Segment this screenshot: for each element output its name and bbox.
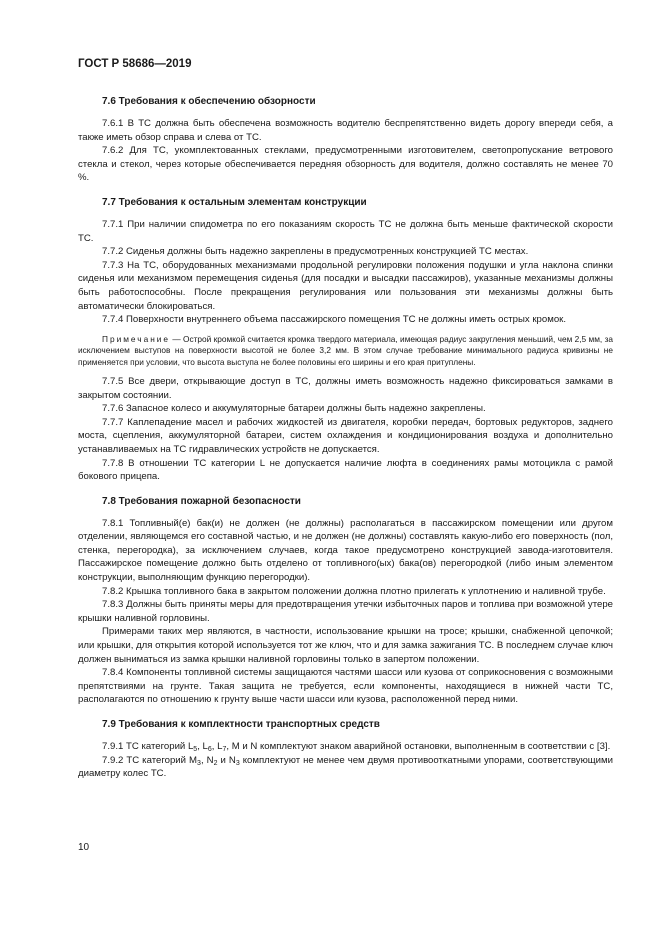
note-label: Примечание <box>102 333 171 344</box>
note-text: — Острой кромкой считается кромка твердого материала, имеющая радиус закругления меньший, чем 2,5 мм, за исключением выступов на поверхности высотой не более 3,2 мм. В этом случае требование минимального радиуса кривизны не применяется при условии, что высота выступа не более половины его ширины и его края притуплены. <box>78 333 613 367</box>
paragraph-7-9-1: 7.9.1 ТС категорий $L_5$, $L_6$, $L_7$, M и N комплектуют знаком аварийной остановки, выполненным в соответствии с [3]. <box>102 741 611 753</box>
section-title-7-8: 7.8 Требования пожарной безопасности <box>102 495 301 507</box>
paragraph-7-8-4: 7.8.4 Компоненты топливной системы защищаются частями шасси или кузова от соприкосновения с возможными препятствиями на грунте. Такая защита не требуется, если компоненты, находящиеся в нижней части ТС, располагаются по отношению к грунту выше части шасси или кузова, расположенной перед ними. <box>78 667 613 706</box>
section-title-7-9: 7.9 Требования к комплектности транспортных средств <box>102 719 380 730</box>
paragraph-7-7-7: 7.7.7 Каплепадение масел и рабочих жидкостей из двигателя, коробки передач, бортовых редукторов, заднего моста, сцепления, аккумуляторной батареи, систем охлаждения и кондиционирования воздуха и дополнительно устанавливаемых на ТС гидравлических устройств не допускается. <box>78 416 613 455</box>
paragraph-7-7-5: 7.7.5 Все двери, открывающие доступ в ТС, должны иметь возможность надежно фиксироваться замками в закрытом состоянии. <box>78 375 613 401</box>
paragraph-7-6-1: 7.6.1 В ТС должна быть обеспечена возможность водителю беспрепятственно видеть дорогу впереди себя, а также иметь обзор справа и слева от ТС. <box>78 118 613 143</box>
paragraph-7-7-2: 7.7.2 Сиденья должны быть надежно закреплены в предусмотренных конструкцией ТС местах. <box>102 246 529 258</box>
paragraph-7-7-8: 7.7.8 В отношении ТС категории L не допускается наличие люфта в соединениях рамы мотоцикла с рамой бокового прицепа. <box>78 457 613 483</box>
paragraph-7-7-1: 7.7.1 При наличии спидометра по его показаниям скорость ТС не должна быть меньше фактической скорости ТС. <box>78 218 613 244</box>
paragraph-7-8-3: 7.8.3 Должны быть приняты меры для предотвращения утечки избыточных паров и топлива при возможной утере крышки наливной горловины. <box>78 599 613 624</box>
section-title-7-7: 7.7 Требования к остальным элементам конструкции <box>102 196 367 208</box>
paragraph-7-8-3-examples: Примерами таких мер являются, в частности, использование крышки на тросе; крышки, снабженной цепочкой; или крышки, для открытия которой используется тот же ключ, что и для замка зажигания ТС. В последнем случае ключ должен выниматься из замка крышки наливной горловины только в запертом положении. <box>78 626 613 665</box>
paragraph-7-6-2: 7.6.2 Для ТС, укомплектованных стеклами, предусмотренными изготовителем, светопропускание ветрового стекла и стекол, через которые обеспечивается передняя обзорность для водителя, должно составлять не менее 70 %. <box>78 145 613 184</box>
paragraph-7-7-6: 7.7.6 Запасное колесо и аккумуляторные батареи должны быть надежно закреплены. <box>102 403 486 415</box>
paragraph-7-7-3: 7.7.3 На ТС, оборудованных механизмами продольной регулировки положения подушки и угла наклона спинки сиденья или механизмом перемещения сиденья (для посадки и высадки пассажиров), указанные механизмы должны быть работоспособны. После прекращения регулирования или пользования эти механизмы должны быть автоматически блокироваться. <box>78 259 613 312</box>
paragraph-7-8-2: 7.8.2 Крышка топливного бака в закрытом положении должна плотно прилегать к уплотнению и наливной трубе. <box>102 585 606 597</box>
document-header: ГОСТ Р 58686—2019 <box>78 58 192 70</box>
paragraph-7-8-1: 7.8.1 Топливный(е) бак(и) не должен (не должны) располагаться в пассажирском помещении или другом отделении, являющемся его составной частью, и не должен (не должны) составлять какую-либо его поверхность (пол, стенка, перегородка), за исключением случаев, когда такое предусмотрено конструкцией завода-изготовителя. Пассажирское помещение должно быть отделено от топливного(ых) бака(ов) перегородкой (либо иным элементом конструкции, выполняющим функцию перегородки). <box>78 517 613 584</box>
paragraph-7-7-4: 7.7.4 Поверхности внутреннего объема пассажирского помещения ТС не должны иметь острых кромок. <box>102 314 567 326</box>
page-number: 10 <box>78 842 90 853</box>
paragraph-7-9-2: 7.9.2 ТС категорий $M_3$, $N_2$ и $N_3$ комплектуют не менее чем двумя противооткатными упорами, соответствующими диаметру колес ТС. <box>78 754 613 780</box>
document-page <box>78 58 613 781</box>
section-title-7-6: 7.6 Требования к обеспечению обзорности <box>102 96 316 107</box>
note-7-7-4 <box>78 334 613 368</box>
